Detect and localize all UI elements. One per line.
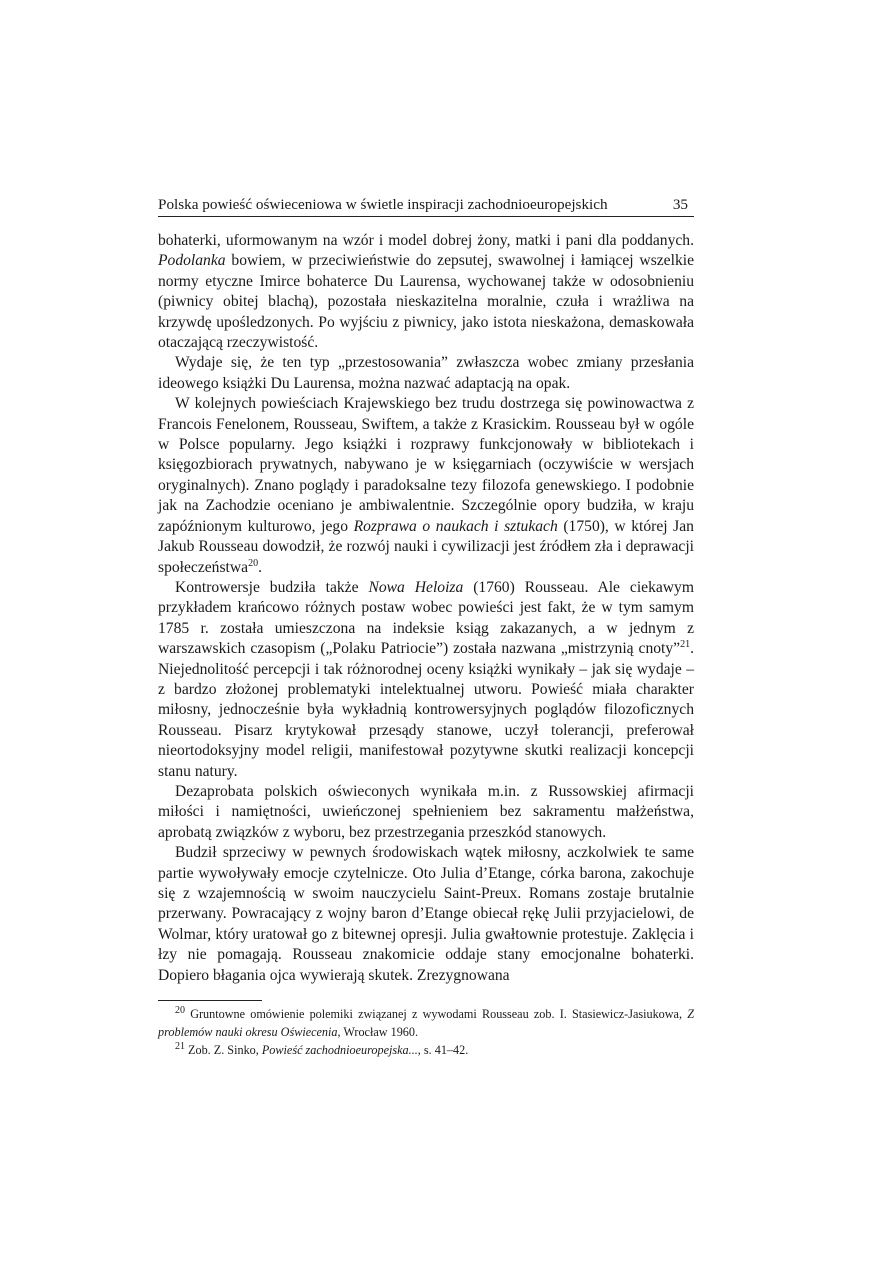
- paragraph-3: [158, 394, 694, 578]
- footnote-number: 21: [175, 1040, 185, 1052]
- footnote-number: 20: [175, 1004, 185, 1016]
- paragraph-5: Dezaprobata polskich oświeconych wynikała m.in. z Russowskiej afirmacji miłości i namiętności, uwieńczonej spełnieniem bez sakramentu małżeństwa, aprobatą związków z wyboru, bez przestrzegania przeszkód stanowych.: [158, 782, 694, 841]
- title-nowa-heloiza: Nowa Heloiza: [368, 578, 464, 596]
- running-header: [158, 196, 694, 217]
- text-run: . Niejednolitość percepcji i tak różnorodnej oceny książki wynikały – jak się wydaje – z bardzo złożonej problematyki intelektualnej utworu. Powieść miała charakter miłosny, jednocześnie była wykładnią kontrowersyjnych poglądów filozoficznych Rousseau. Pisarz krytykował przesądy stanowe, uczył tolerancji, preferował nieortodoksyjny model religii, manifestował pozytywne skutki realizacji koncepcji stanu natury.: [158, 640, 694, 780]
- footnote-21: [158, 1042, 694, 1060]
- text-run: Gruntowne omówienie polemiki związanej z wywodami Rousseau zob. I. Stasiewicz-Jasiukowa,: [185, 1007, 688, 1021]
- footnote-20: [158, 1006, 694, 1042]
- footnote-divider: [158, 1000, 262, 1001]
- title-rozprawa: Rozprawa o naukach i sztukach: [353, 517, 558, 535]
- text-run: , Wrocław 1960.: [337, 1024, 419, 1039]
- text-run: .: [258, 558, 262, 576]
- text-run: , s. 41–42.: [417, 1042, 469, 1057]
- footnotes: [158, 1000, 694, 1059]
- paragraph-4: [158, 578, 694, 782]
- cited-title: Z problemów nauki okresu Oświecenia: [158, 1007, 694, 1039]
- cited-title: Powieść zachodnioeuropejska...: [261, 1042, 418, 1057]
- text-run: (1760) Rousseau. Ale ciekawym przykładem krańcowo różnych postaw wobec powieści jest fakt, że w tym samym 1785 r. została umieszczona na indeksie ksiąg zakazanych, a w jednym z warszawskich czasopism („Polaku Patriocie”) została nazwana „mistrzynią cnoty”: [158, 578, 694, 658]
- text-run: Zob. Z. Sinko,: [185, 1042, 262, 1057]
- paragraph-2: Wydaje się, że ten typ „przestosowania” zwłaszcza wobec zmiany przesłania ideowego książki Du Laurensa, można nazwać adaptacją na opak.: [158, 354, 694, 392]
- book-page: [158, 196, 694, 1057]
- footnote-ref-21[interactable]: 21: [680, 638, 691, 650]
- running-title: Polska powieść oświeceniowa w świetle inspiracji zachodnioeuropejskich: [158, 196, 608, 213]
- paragraph-6: Budził sprzeciwy w pewnych środowiskach wątek miłosny, aczkolwiek te same partie wywoływały emocje czytelnicze. Oto Julia d’Etange, córka barona, zakochuje się z wzajemnością w swoim nauczycielu Saint-Preux. Romans zostaje brutalnie przerwany. Powracający z wojny baron d’Etange obiecał rękę Julii przyjacielowi, de Wolmar, który uratował go z bitewnej opresji. Julia gwałtownie protestuje. Zaklęcia i łzy nie pomagają. Rousseau znakomicie oddaje stany emocjonalne bohaterki. Dopiero błagania ojca wywierają skutek. Zrezygnowana: [158, 844, 694, 984]
- footnote-ref-20[interactable]: 20: [248, 557, 259, 569]
- text-run: (1750), w której Jan Jakub Rousseau dowodził, że rozwój nauki i cywilizacji jest źródłem zła i deprawacji społeczeństwa: [158, 517, 694, 576]
- text-run: bohaterki, uformowanym na wzór i model dobrej żony, matki i pani dla poddanych.: [158, 232, 694, 249]
- text-run: Kontrowersje budziła także: [175, 578, 369, 596]
- text-run: bowiem, w przeciwieństwie do zepsutej, swawolnej i łamiącej wszelkie normy etyczne Imirce bohaterce Du Laurensa, wychowanej także w odosobnieniu (piwnicy obitej blachą), pozostała nieskazitelna moralnie, czuła i wrażliwa na krzywdę upośledzonych. Po wyjściu z piwnicy, jako istota nieskażona, demaskowała otaczającą rzeczywistość.: [158, 252, 694, 352]
- title-podolanka: Podolanka: [158, 252, 226, 270]
- body-text: [158, 231, 694, 986]
- page-number: 35: [672, 196, 688, 213]
- paragraph-1: [158, 231, 694, 353]
- text-run: W kolejnych powieściach Krajewskiego bez trudu dostrzega się powinowactwa z Francois Fenelonem, Rousseau, Swiftem, a także z Krasickim. Rousseau był w ogóle w Polsce popularny. Jego książki i rozprawy funkcjonowały w bibliotekach i księgozbiorach prywatnych, nabywano je w księgarniach (oczywiście w wersjach oryginalnych). Znano poglądy i paradoksalne tezy filozofa genewskiego. I podobnie jak na Zachodzie oceniano je ambiwalentnie. Szczególnie opory budziła, w kraju zapóźnionym kulturowo, jego: [158, 395, 694, 535]
